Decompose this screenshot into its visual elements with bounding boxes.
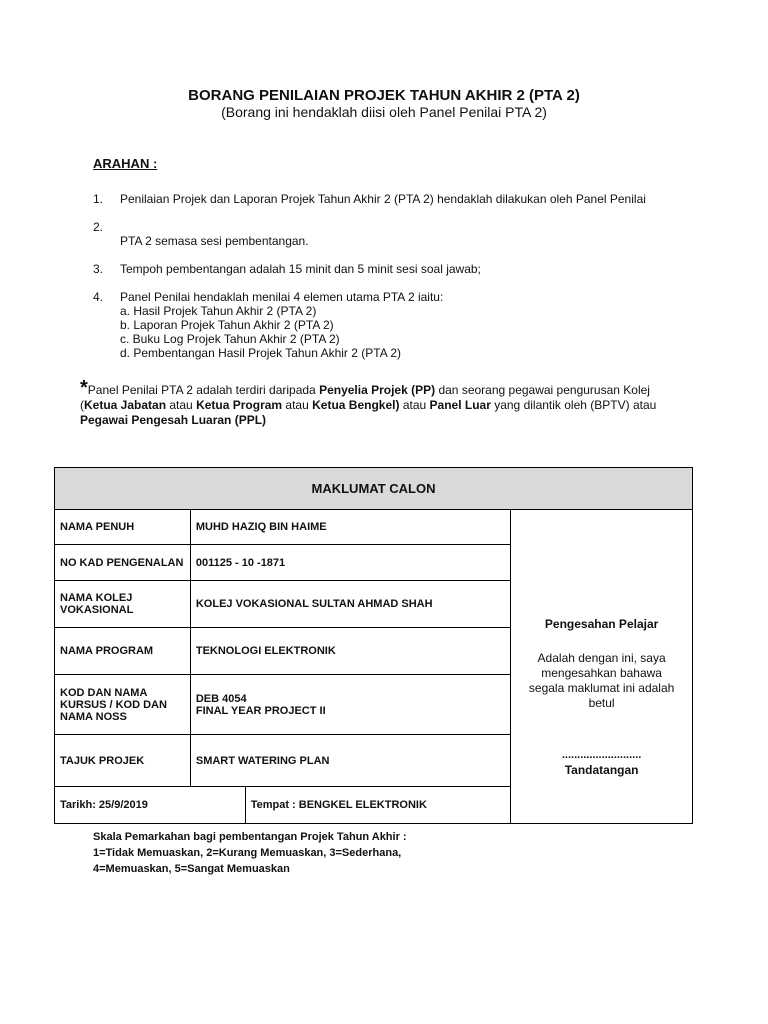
note-text: atau bbox=[166, 398, 197, 412]
signature-label: Tandatangan bbox=[564, 762, 639, 777]
row-value: 001125 - 10 -1871 bbox=[190, 545, 510, 581]
sublist-item-c: c. Buku Log Projek Tahun Akhir 2 (PTA 2) bbox=[120, 332, 340, 346]
note-bold: Pegawai Pengesah Luaran (PPL) bbox=[80, 413, 267, 427]
student-verification-panel bbox=[511, 510, 693, 824]
sublist-item-d: d. Pembentangan Hasil Projek Tahun Akhir 2 (PTA 2) bbox=[120, 346, 402, 360]
row-label: NAMA KOLEJ VOKASIONAL bbox=[55, 581, 191, 628]
scale-values: 1=Tidak Memuaskan, 2=Kurang Memuaskan, 3=Sederhana, bbox=[93, 847, 402, 859]
instruction-number: 4. bbox=[93, 290, 104, 304]
instructions-heading: ARAHAN : bbox=[93, 156, 158, 171]
note-bold: Penyelia Projek (PP) bbox=[319, 383, 436, 397]
instruction-number: 1. bbox=[93, 192, 104, 206]
instruction-text: Tempoh pembentangan adalah 15 minit dan 5 minit sesi soal jawab; bbox=[120, 262, 481, 276]
page-subtitle: (Borang ini hendaklah diisi oleh Panel Penilai PTA 2) bbox=[221, 104, 547, 120]
note-text: dan seorang pegawai pengurusan Kolej ( bbox=[80, 383, 650, 412]
row-value bbox=[190, 675, 510, 735]
instruction-text: Panel Penilai hendaklah menilai 4 elemen utama PTA 2 iaitu: bbox=[120, 290, 444, 304]
instruction-text: PTA 2 semasa sesi pembentangan. bbox=[120, 234, 309, 248]
note-bold: Panel Luar bbox=[429, 398, 491, 412]
row-label: NAMA PENUH bbox=[55, 510, 191, 545]
note-text: atau bbox=[399, 398, 430, 412]
sublist-item-a: a. Hasil Projek Tahun Akhir 2 (PTA 2) bbox=[120, 304, 317, 318]
row-label: NO KAD PENGENALAN bbox=[55, 545, 191, 581]
instruction-number: 3. bbox=[93, 262, 104, 276]
table-header: MAKLUMAT CALON bbox=[55, 468, 693, 510]
scoring-scale bbox=[93, 829, 407, 877]
sublist-item-b: b. Laporan Projek Tahun Akhir 2 (PTA 2) bbox=[120, 318, 334, 332]
note-bold: Ketua Bengkel) bbox=[312, 398, 400, 412]
note-bold: Ketua Program bbox=[196, 398, 283, 412]
note-bold: Ketua Jabatan bbox=[84, 398, 167, 412]
note-text: atau bbox=[282, 398, 313, 412]
row-value: MUHD HAZIQ BIN HAIME bbox=[190, 510, 510, 545]
course-name: FINAL YEAR PROJECT II bbox=[195, 704, 326, 717]
place-field: Tempat : BENGKEL ELEKTRONIK bbox=[245, 787, 511, 824]
row-label: NAMA PROGRAM bbox=[55, 628, 191, 675]
scale-values: 4=Memuaskan, 5=Sangat Memuaskan bbox=[93, 863, 290, 875]
row-label: KOD DAN NAMA KURSUS / KOD DAN NAMA NOSS bbox=[55, 675, 191, 735]
note-text: Panel Penilai PTA 2 adalah terdiri daripada bbox=[87, 383, 320, 397]
page-title: BORANG PENILAIAN PROJEK TAHUN AKHIR 2 (PTA 2) bbox=[188, 87, 580, 104]
row-value: SMART WATERING PLAN bbox=[190, 735, 510, 787]
instruction-4-sublist bbox=[0, 304, 768, 364]
course-code: DEB 4054 bbox=[195, 692, 247, 705]
verification-heading: Pengesahan Pelajar bbox=[544, 616, 659, 631]
panel-note bbox=[80, 377, 690, 428]
note-text: yang dilantik oleh (BPTV) atau bbox=[490, 398, 657, 412]
scale-title: Skala Pemarkahan bagi pembentangan Projek Tahun Akhir : bbox=[93, 831, 407, 843]
instruction-text: Penilaian Projek dan Laporan Projek Tahun Akhir 2 (PTA 2) hendaklah dilakukan oleh Panel Penilai bbox=[120, 192, 646, 206]
candidate-info-table bbox=[54, 467, 693, 824]
row-value: TEKNOLOGI ELEKTRONIK bbox=[190, 628, 510, 675]
row-label: TAJUK PROJEK bbox=[55, 735, 191, 787]
asterisk: * bbox=[80, 377, 88, 399]
signature-line: .......................... bbox=[561, 748, 642, 761]
date-field: Tarikh: 25/9/2019 bbox=[55, 787, 246, 824]
instruction-number: 2. bbox=[93, 220, 104, 234]
verification-statement: Adalah dengan ini, saya mengesahkan bahawa segala maklumat ini adalah betul bbox=[528, 650, 675, 710]
row-value: KOLEJ VOKASIONAL SULTAN AHMAD SHAH bbox=[190, 581, 510, 628]
